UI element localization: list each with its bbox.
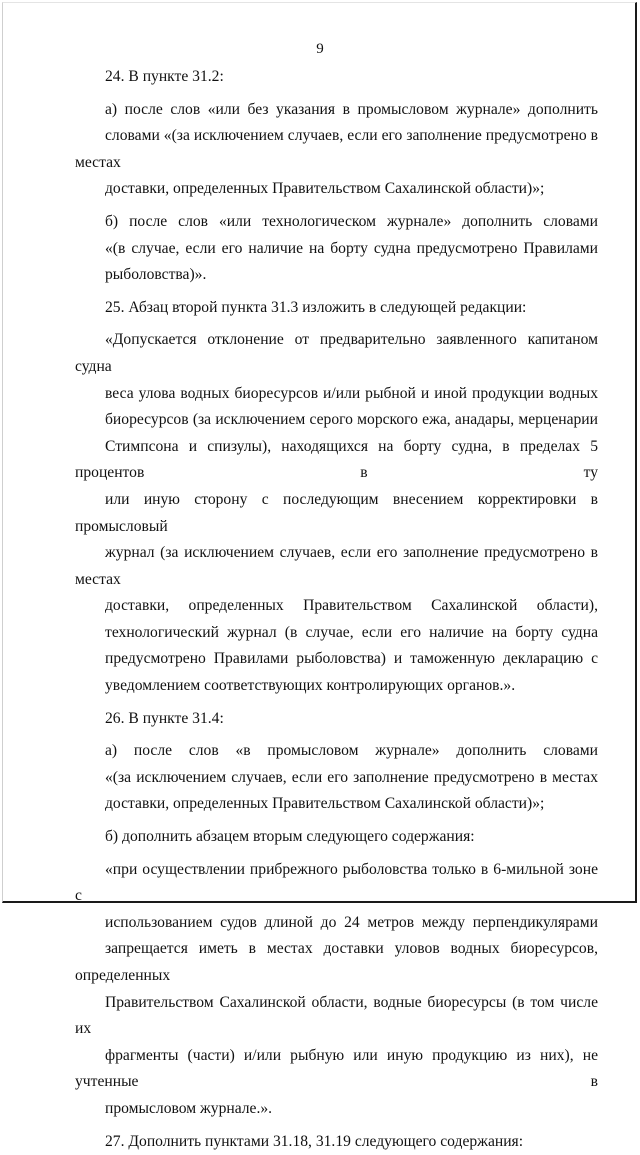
paragraph-p24a bbox=[75, 97, 598, 203]
text-line: Правительством Сахалинской области, водные биоресурсы (в том числе их bbox=[75, 993, 598, 1038]
paragraph-p26q bbox=[75, 857, 598, 1123]
text-line: «(за исключением случаев, если его заполнение предусмотрено в местах bbox=[105, 768, 598, 786]
text-line: словами «(за исключением случаев, если его заполнение предусмотрено в местах bbox=[75, 127, 598, 171]
text-line: доставки, определенных Правительством Сахалинской области), bbox=[105, 597, 598, 615]
paragraph-p24b bbox=[75, 209, 598, 289]
paragraph-p27 bbox=[75, 1129, 598, 1155]
text-line: журнал (за исключением случаев, если его заполнение предусмотрено в местах bbox=[75, 544, 598, 588]
paragraph-p24 bbox=[75, 64, 598, 91]
paragraph-p26b bbox=[75, 824, 598, 851]
paragraph-p26a bbox=[75, 738, 598, 818]
text-line: «Допускается отклонение от предварительно заявленного капитаном судна bbox=[75, 331, 598, 375]
text-line: б) дополнить абзацем вторым следующего содержания: bbox=[105, 828, 475, 846]
text-line: биоресурсов (за исключением серого морского ежа, анадары, мерценарии bbox=[105, 411, 598, 429]
text-line: использованием судов длиной до 24 метров между перпендикулярами bbox=[105, 913, 598, 931]
paragraph-p26 bbox=[75, 706, 598, 733]
text-line: а) после слов «или без указания в промысловом журнале» дополнить bbox=[105, 100, 598, 118]
text-line: доставки, определенных Правительством Сахалинской области)»; bbox=[105, 180, 545, 198]
text-line: 26. В пункте 31.4: bbox=[105, 709, 224, 727]
page-number: 9 bbox=[316, 41, 324, 57]
paragraph-p25q bbox=[75, 327, 598, 699]
text-line: уведомлением соответствующих контролирующих органов.». bbox=[105, 677, 516, 695]
text-line: «при осуществлении прибрежного рыболовства только в 6-мильной зоне с bbox=[75, 860, 598, 905]
text-line: технологический журнал (в случае, если его наличие на борту судна bbox=[105, 623, 598, 641]
text-line: запрещается иметь в местах доставки уловов водных биоресурсов, определенных bbox=[75, 940, 598, 984]
text-line: «(в случае, если его наличие на борту судна предусмотрено Правилами bbox=[105, 239, 598, 257]
text-line: Стимпсона и спизулы), находящихся на борту судна, в пределах 5 процентов в ту bbox=[75, 437, 598, 482]
text-line: фрагменты (части) и/или рыбную или иную продукцию из них), не учтенные в bbox=[75, 1046, 598, 1091]
text-line: рыболовства)». bbox=[105, 266, 207, 284]
paragraph-p25 bbox=[75, 295, 598, 322]
text-line: или иную сторону с последующим внесением корректировки в промысловый bbox=[75, 490, 598, 535]
text-line: б) после слов «или технологическом журнале» дополнить словами bbox=[105, 212, 598, 230]
document-body bbox=[75, 64, 598, 1155]
text-line: доставки, определенных Правительством Сахалинской области)»; bbox=[105, 795, 545, 813]
text-line: веса улова водных биоресурсов и/или рыбной и иной продукции водных bbox=[105, 384, 598, 402]
text-line: предусмотрено Правилами рыболовства) и таможенную декларацию с bbox=[105, 650, 598, 668]
text-line: 27. Дополнить пунктами 31.18, 31.19 следующего содержания: bbox=[105, 1132, 524, 1150]
text-line: промысловом журнале.». bbox=[105, 1099, 273, 1117]
text-line: 25. Абзац второй пункта 31.3 изложить в следующей редакции: bbox=[105, 298, 527, 316]
text-line: а) после слов «в промысловом журнале» дополнить словами bbox=[105, 742, 598, 760]
text-line: 24. В пункте 31.2: bbox=[105, 68, 224, 85]
